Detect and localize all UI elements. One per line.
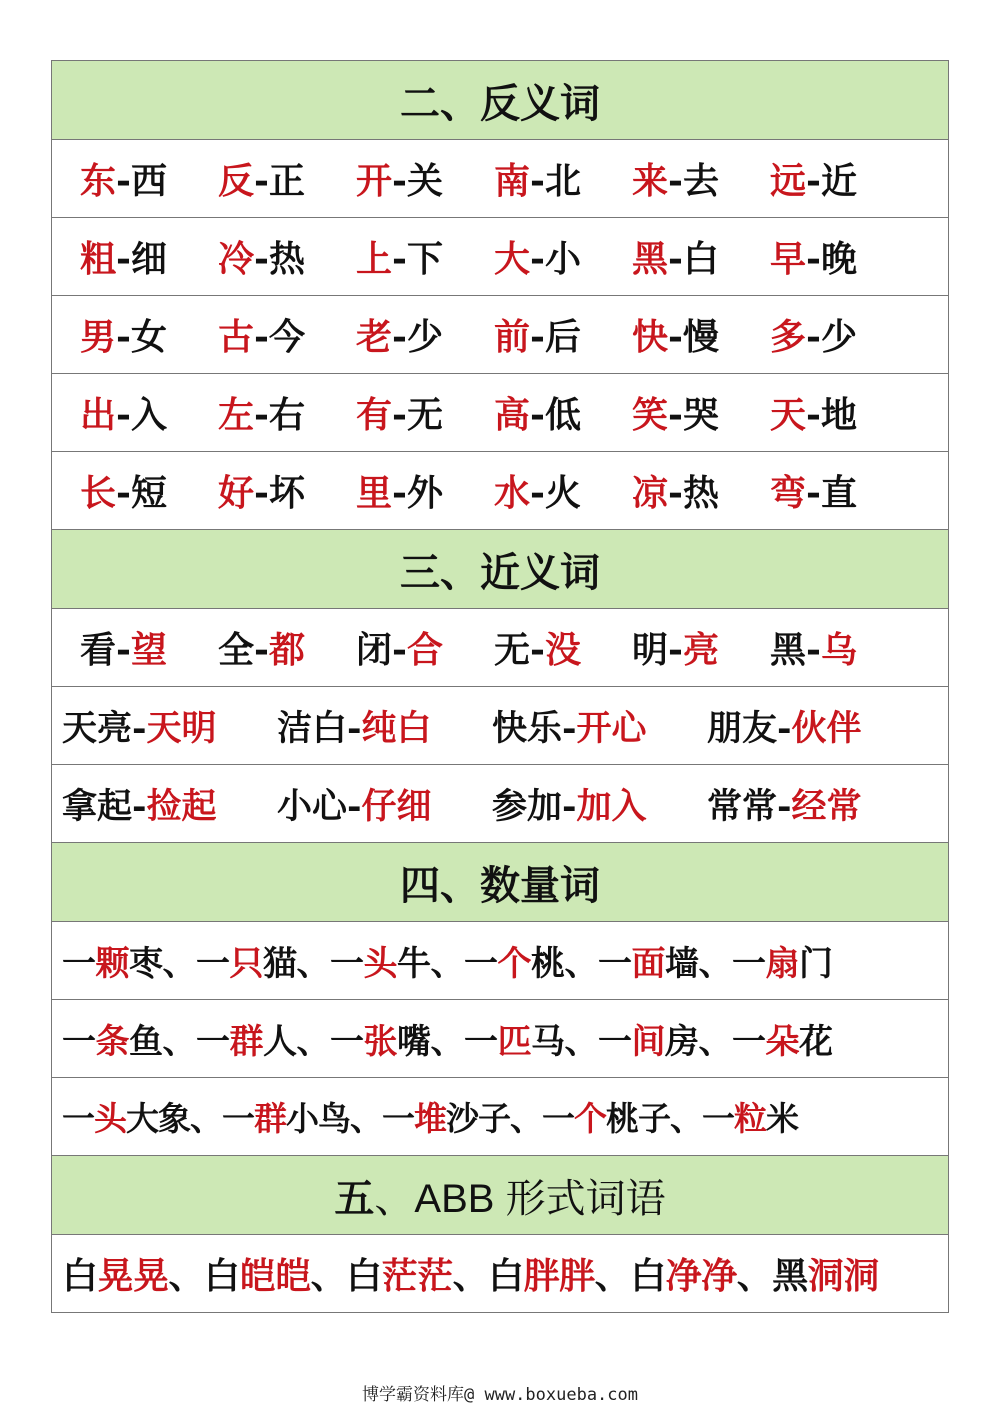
highlight-word: 男 — [80, 316, 117, 358]
plain-word: 正 — [268, 160, 305, 202]
highlight-word: 都 — [268, 629, 305, 671]
comma: 、 — [594, 1255, 631, 1297]
plain-word: 慢 — [682, 316, 719, 358]
comma: 、 — [510, 1099, 542, 1138]
dash: - — [668, 472, 683, 514]
dash: - — [392, 316, 407, 358]
dash: - — [777, 785, 792, 827]
plain-word: 火 — [544, 472, 581, 514]
noun: 鱼 — [129, 1022, 163, 1062]
highlight-word: 没 — [544, 629, 581, 671]
dash: - — [530, 472, 545, 514]
measure-word-row — [52, 922, 948, 1000]
plain-word: 短 — [130, 472, 167, 514]
dash: - — [254, 629, 269, 671]
dash: - — [806, 238, 821, 280]
dash: - — [806, 316, 821, 358]
numeral: 一 — [62, 1099, 94, 1138]
noun: 房 — [665, 1022, 699, 1062]
highlight-word: 加入 — [576, 785, 647, 827]
section-title-text: 、ABB 形式词语 — [374, 1176, 666, 1221]
word-pair — [494, 622, 632, 673]
measure-word: 群 — [254, 1099, 286, 1138]
plain-word: 下 — [406, 238, 443, 280]
antonym-row — [52, 140, 948, 218]
word-pair — [356, 153, 494, 204]
section-title: 三、近义词 — [400, 548, 600, 596]
word-pair — [492, 701, 707, 751]
highlight-word: 开 — [356, 160, 393, 202]
plain-word: 北 — [544, 160, 581, 202]
dash: - — [530, 238, 545, 280]
measure-word: 朵 — [765, 1022, 799, 1062]
noun: 花 — [799, 1022, 833, 1062]
comma: 、 — [296, 944, 330, 984]
plain-word: 天亮 — [62, 707, 133, 749]
dash: - — [806, 629, 821, 671]
highlight-word: 合 — [406, 629, 443, 671]
abb-word-row — [52, 1235, 948, 1313]
noun: 桃子 — [606, 1099, 670, 1138]
dash: - — [668, 629, 683, 671]
base-word: 白 — [630, 1255, 666, 1297]
comma: 、 — [564, 1022, 598, 1062]
plain-word: 看 — [80, 629, 117, 671]
reduplicated-word: 洞洞 — [807, 1255, 879, 1297]
dash: - — [116, 394, 131, 436]
highlight-word: 左 — [218, 394, 255, 436]
comma: 、 — [698, 1022, 732, 1062]
word-pair — [770, 387, 908, 438]
numeral: 一 — [464, 944, 498, 984]
noun: 猫 — [263, 944, 297, 984]
measure-word: 条 — [95, 1022, 129, 1062]
word-pair — [632, 309, 770, 360]
highlight-word: 南 — [494, 160, 531, 202]
highlight-word: 里 — [356, 472, 393, 514]
section-title: 二、反义词 — [400, 79, 600, 127]
plain-word: 坏 — [268, 472, 305, 514]
highlight-word: 粗 — [80, 238, 117, 280]
synonym-row — [52, 765, 948, 843]
comma: 、 — [350, 1099, 382, 1138]
word-pair — [218, 153, 356, 204]
dash: - — [254, 160, 269, 202]
plain-word: 近 — [820, 160, 857, 202]
dash: - — [392, 472, 407, 514]
highlight-word: 来 — [632, 160, 669, 202]
highlight-word: 早 — [770, 238, 807, 280]
section-title: 四、数量词 — [400, 861, 600, 909]
word-pair — [356, 387, 494, 438]
reduplicated-word: 茫茫 — [381, 1255, 453, 1297]
word-pair — [277, 779, 492, 829]
section-header-synonyms — [52, 530, 948, 609]
numeral: 一 — [702, 1099, 734, 1138]
base-word: 白 — [204, 1255, 240, 1297]
plain-word: 参加 — [492, 785, 563, 827]
highlight-word: 东 — [80, 160, 117, 202]
numeral: 一 — [382, 1099, 414, 1138]
comma: 、 — [736, 1255, 773, 1297]
plain-word: 常常 — [707, 785, 778, 827]
plain-word: 去 — [682, 160, 719, 202]
comma: 、 — [698, 944, 732, 984]
plain-word: 白 — [682, 238, 719, 280]
word-pair — [356, 465, 494, 516]
plain-word: 小 — [544, 238, 581, 280]
word-pair — [62, 779, 277, 829]
section-header-measure-words — [52, 843, 948, 922]
dash: - — [777, 707, 792, 749]
dash: - — [347, 707, 362, 749]
word-pair — [218, 465, 356, 516]
dash: - — [254, 394, 269, 436]
measure-word: 群 — [229, 1022, 263, 1062]
measure-word: 头 — [363, 944, 397, 984]
plain-word: 明 — [632, 629, 669, 671]
dash: - — [668, 238, 683, 280]
plain-word: 少 — [820, 316, 857, 358]
plain-word: 无 — [494, 629, 531, 671]
dash: - — [254, 238, 269, 280]
highlight-word: 伙伴 — [791, 707, 862, 749]
reduplicated-word: 净净 — [665, 1255, 737, 1297]
highlight-word: 经常 — [791, 785, 862, 827]
plain-word: 朋友 — [707, 707, 778, 749]
plain-word: 热 — [682, 472, 719, 514]
word-pair — [494, 465, 632, 516]
dash: - — [530, 394, 545, 436]
word-pair — [770, 153, 908, 204]
measure-word: 头 — [94, 1099, 126, 1138]
word-pair — [356, 622, 494, 673]
word-pair — [632, 231, 770, 282]
numeral: 一 — [196, 1022, 230, 1062]
word-pair — [632, 465, 770, 516]
measure-word: 只 — [229, 944, 263, 984]
highlight-word: 亮 — [682, 629, 719, 671]
plain-word: 晚 — [820, 238, 857, 280]
dash: - — [668, 394, 683, 436]
plain-word: 无 — [406, 394, 443, 436]
numeral: 一 — [598, 1022, 632, 1062]
highlight-word: 开心 — [576, 707, 647, 749]
plain-word: 西 — [130, 160, 167, 202]
dash: - — [392, 238, 407, 280]
dash: - — [254, 316, 269, 358]
highlight-word: 反 — [218, 160, 255, 202]
comma: 、 — [168, 1255, 205, 1297]
word-pair — [770, 465, 908, 516]
highlight-word: 有 — [356, 394, 393, 436]
plain-word: 哭 — [682, 394, 719, 436]
section-header-antonyms — [52, 61, 948, 140]
dash: - — [116, 316, 131, 358]
highlight-word: 黑 — [632, 238, 669, 280]
word-pair — [492, 779, 707, 829]
measure-word-row — [52, 1078, 948, 1156]
plain-word: 拿起 — [62, 785, 133, 827]
measure-word: 间 — [631, 1022, 665, 1062]
word-pair — [80, 231, 218, 282]
word-pair — [80, 387, 218, 438]
noun: 枣 — [129, 944, 163, 984]
word-pair — [707, 779, 922, 829]
highlight-word: 高 — [494, 394, 531, 436]
highlight-word: 前 — [494, 316, 531, 358]
word-pair — [218, 387, 356, 438]
highlight-word: 多 — [770, 316, 807, 358]
plain-word: 闭 — [356, 629, 393, 671]
word-pair — [494, 309, 632, 360]
plain-word: 快乐 — [492, 707, 563, 749]
comma: 、 — [190, 1099, 222, 1138]
measure-word: 颗 — [95, 944, 129, 984]
dash: - — [116, 472, 131, 514]
word-pair — [632, 153, 770, 204]
plain-word: 细 — [130, 238, 167, 280]
word-pair — [80, 309, 218, 360]
highlight-word: 长 — [80, 472, 117, 514]
comma: 、 — [564, 944, 598, 984]
highlight-word: 仔细 — [361, 785, 432, 827]
noun: 米 — [766, 1099, 798, 1138]
word-pair — [80, 622, 218, 673]
highlight-word: 捡起 — [146, 785, 217, 827]
word-pair — [632, 622, 770, 673]
word-pair — [218, 231, 356, 282]
synonym-row — [52, 687, 948, 765]
comma: 、 — [670, 1099, 702, 1138]
noun: 嘴 — [397, 1022, 431, 1062]
numeral: 一 — [330, 1022, 364, 1062]
synonym-row — [52, 609, 948, 687]
dash: - — [392, 394, 407, 436]
numeral: 一 — [732, 944, 766, 984]
dash: - — [116, 160, 131, 202]
highlight-word: 出 — [80, 394, 117, 436]
dash: - — [806, 160, 821, 202]
highlight-word: 笑 — [632, 394, 669, 436]
word-pair — [494, 387, 632, 438]
measure-word: 张 — [363, 1022, 397, 1062]
highlight-word: 纯白 — [361, 707, 432, 749]
word-pair — [218, 309, 356, 360]
numeral: 一 — [542, 1099, 574, 1138]
comma: 、 — [430, 1022, 464, 1062]
antonym-row — [52, 296, 948, 374]
plain-word: 入 — [130, 394, 167, 436]
numeral: 一 — [62, 944, 96, 984]
noun: 牛 — [397, 944, 431, 984]
plain-word: 女 — [130, 316, 167, 358]
measure-word: 个 — [497, 944, 531, 984]
word-pair — [80, 153, 218, 204]
plain-word: 右 — [268, 394, 305, 436]
dash: - — [668, 160, 683, 202]
dash: - — [116, 629, 131, 671]
antonym-row — [52, 374, 948, 452]
highlight-word: 乌 — [820, 629, 857, 671]
noun: 大象 — [126, 1099, 190, 1138]
dash: - — [392, 160, 407, 202]
word-pair — [770, 622, 908, 673]
dash: - — [530, 629, 545, 671]
highlight-word: 凉 — [632, 472, 669, 514]
word-pair — [277, 701, 492, 751]
reduplicated-word: 胖胖 — [523, 1255, 595, 1297]
dash: - — [132, 785, 147, 827]
word-pair — [62, 701, 277, 751]
noun: 桃 — [531, 944, 565, 984]
antonym-row — [52, 452, 948, 530]
dash: - — [562, 785, 577, 827]
measure-word: 匹 — [497, 1022, 531, 1062]
footer-watermark: 博学霸资料库@ www.boxueba.com — [362, 1385, 638, 1405]
measure-word: 粒 — [734, 1099, 766, 1138]
numeral: 一 — [196, 944, 230, 984]
word-pair — [770, 231, 908, 282]
plain-word: 地 — [820, 394, 857, 436]
highlight-word: 老 — [356, 316, 393, 358]
plain-word: 小心 — [277, 785, 348, 827]
dash: - — [562, 707, 577, 749]
measure-word: 面 — [631, 944, 665, 984]
highlight-word: 好 — [218, 472, 255, 514]
antonym-row — [52, 218, 948, 296]
highlight-word: 水 — [494, 472, 531, 514]
plain-word: 热 — [268, 238, 305, 280]
comma: 、 — [296, 1022, 330, 1062]
reduplicated-word: 晃晃 — [97, 1255, 169, 1297]
plain-word: 低 — [544, 394, 581, 436]
section-title-number: 五 — [334, 1174, 375, 1222]
numeral: 一 — [330, 944, 364, 984]
highlight-word: 上 — [356, 238, 393, 280]
word-pair — [356, 231, 494, 282]
comma: 、 — [430, 944, 464, 984]
worksheet-table — [51, 60, 949, 1313]
dash: - — [347, 785, 362, 827]
word-pair — [770, 309, 908, 360]
comma: 、 — [162, 1022, 196, 1062]
word-pair — [707, 701, 922, 751]
dash: - — [806, 472, 821, 514]
word-pair — [632, 387, 770, 438]
measure-word: 堆 — [414, 1099, 446, 1138]
dash: - — [392, 629, 407, 671]
numeral: 一 — [598, 944, 632, 984]
word-pair — [494, 231, 632, 282]
base-word: 白 — [62, 1255, 98, 1297]
dash: - — [530, 160, 545, 202]
plain-word: 洁白 — [277, 707, 348, 749]
dash: - — [132, 707, 147, 749]
dash: - — [254, 472, 269, 514]
noun: 马 — [531, 1022, 565, 1062]
noun: 墙 — [665, 944, 699, 984]
dash: - — [668, 316, 683, 358]
noun: 人 — [263, 1022, 297, 1062]
numeral: 一 — [62, 1022, 96, 1062]
noun: 门 — [799, 944, 833, 984]
highlight-word: 冷 — [218, 238, 255, 280]
comma: 、 — [310, 1255, 347, 1297]
word-pair — [494, 153, 632, 204]
dash: - — [530, 316, 545, 358]
plain-word: 直 — [820, 472, 857, 514]
dash: - — [116, 238, 131, 280]
measure-word-row — [52, 1000, 948, 1078]
highlight-word: 望 — [130, 629, 167, 671]
word-pair — [80, 465, 218, 516]
plain-word: 后 — [544, 316, 581, 358]
base-word: 黑 — [772, 1255, 808, 1297]
comma: 、 — [162, 944, 196, 984]
numeral: 一 — [464, 1022, 498, 1062]
measure-word: 扇 — [765, 944, 799, 984]
plain-word: 少 — [406, 316, 443, 358]
word-pair — [218, 622, 356, 673]
highlight-word: 天明 — [146, 707, 217, 749]
noun: 沙子 — [446, 1099, 510, 1138]
noun: 小鸟 — [286, 1099, 350, 1138]
base-word: 白 — [346, 1255, 382, 1297]
section-header-abb-words — [52, 1156, 948, 1235]
plain-word: 今 — [268, 316, 305, 358]
numeral: 一 — [222, 1099, 254, 1138]
word-pair — [356, 309, 494, 360]
measure-word: 个 — [574, 1099, 606, 1138]
numeral: 一 — [732, 1022, 766, 1062]
highlight-word: 弯 — [770, 472, 807, 514]
comma: 、 — [452, 1255, 489, 1297]
highlight-word: 大 — [494, 238, 531, 280]
plain-word: 黑 — [770, 629, 807, 671]
highlight-word: 远 — [770, 160, 807, 202]
highlight-word: 快 — [632, 316, 669, 358]
base-word: 白 — [488, 1255, 524, 1297]
dash: - — [806, 394, 821, 436]
plain-word: 关 — [406, 160, 443, 202]
reduplicated-word: 皑皑 — [239, 1255, 311, 1297]
highlight-word: 天 — [770, 394, 807, 436]
highlight-word: 古 — [218, 316, 255, 358]
plain-word: 全 — [218, 629, 255, 671]
plain-word: 外 — [406, 472, 443, 514]
